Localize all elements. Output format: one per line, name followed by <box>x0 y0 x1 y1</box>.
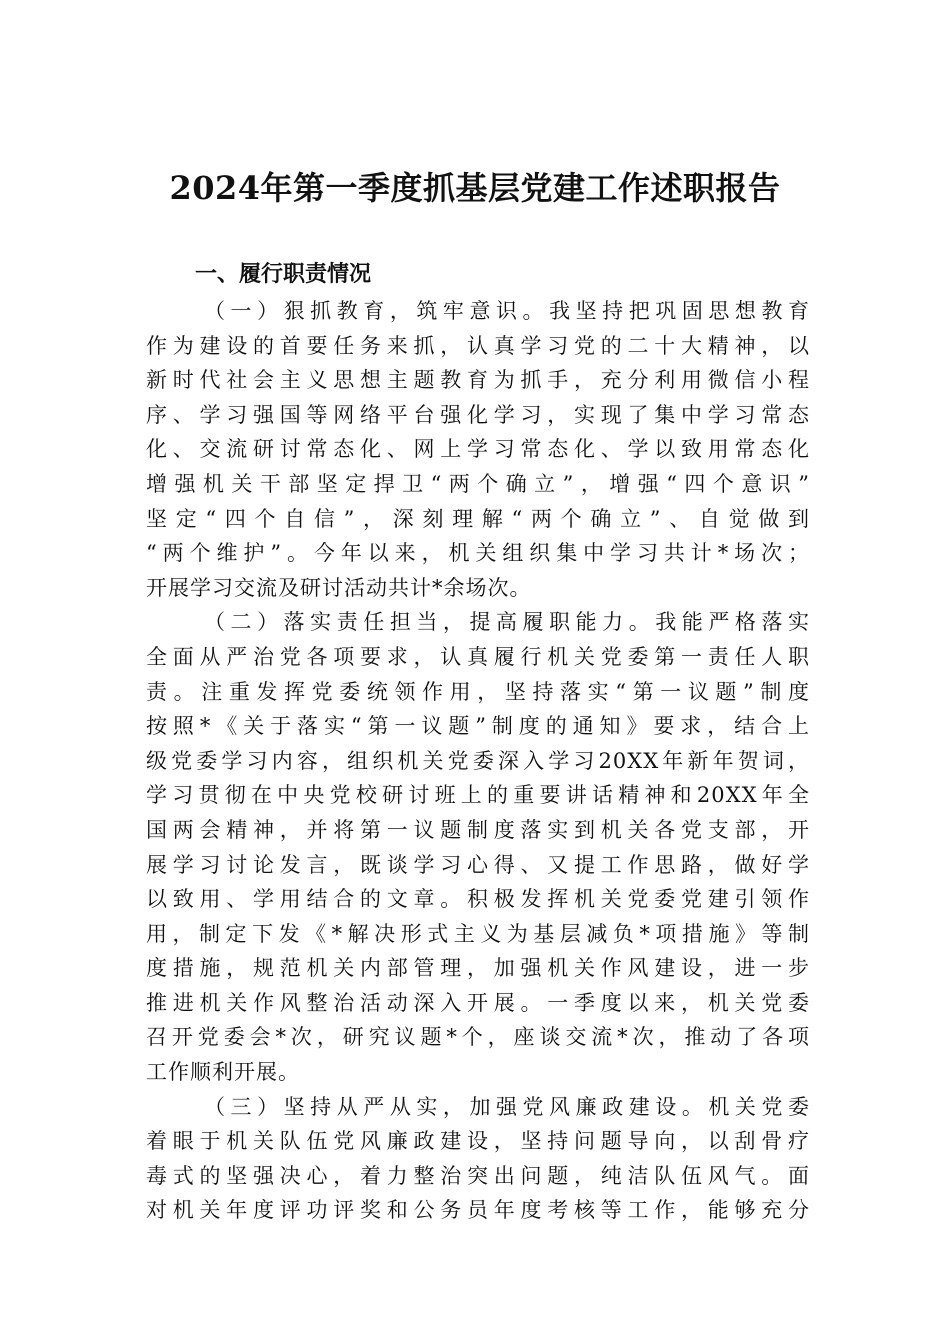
paragraph-2 <box>146 605 810 1089</box>
body-text <box>146 294 810 1228</box>
paragraph-line: 开展学习交流及研讨活动共计*余场次。 <box>146 575 532 600</box>
paragraph-line: 学习贯彻在中央党校研讨班上的重要讲话精神和20XX年全 <box>146 783 810 808</box>
paragraph-line: 用，制定下发《*解决形式主义为基层减负*项措施》等制 <box>146 921 810 946</box>
paragraph-line: 国两会精神，并将第一议题制度落实到机关各党支部，开 <box>146 817 810 842</box>
paragraph-line: 增强机关干部坚定捍卫“两个确立”，增强“四个意识” <box>146 471 810 496</box>
paragraph-line: 以致用、学用结合的文章。积极发挥机关党委党建引领作 <box>146 887 810 912</box>
paragraph-line: （二）落实责任担当，提高履职能力。我能严格落实 <box>204 610 810 635</box>
paragraph-line: 对机关年度评功评奖和公务员年度考核等工作，能够充分 <box>146 1198 810 1223</box>
document-title: 2024年第一季度抓基层党建工作述职报告 <box>169 169 781 207</box>
paragraph-line: 全面从严治党各项要求，认真履行机关党委第一责任人职 <box>146 644 810 669</box>
paragraph-line: 工作顺利开展。 <box>146 1060 300 1085</box>
paragraph-line: （一）狠抓教育，筑牢意识。我坚持把巩固思想教育 <box>204 299 810 323</box>
paragraph-line: 着眼于机关队伍党风廉政建设，坚持问题导向，以刮骨疗 <box>146 1129 810 1154</box>
paragraph-line: 展学习讨论发言，既谈学习心得、又提工作思路，做好学 <box>146 852 810 877</box>
paragraph-line: 级党委学习内容，组织机关党委深入学习20XX年新年贺词， <box>146 748 810 773</box>
paragraph-line: 序、学习强国等网络平台强化学习，实现了集中学习常态 <box>146 402 810 427</box>
paragraph-line: 召开党委会*次，研究议题*个，座谈交流*次，推动了各项 <box>146 1025 810 1050</box>
paragraph-3 <box>146 1090 810 1228</box>
paragraph-line: 度措施，规范机关内部管理，加强机关作风建设，进一步 <box>146 956 810 981</box>
paragraph-line: 毒式的坚强决心，着力整治突出问题，纯洁队伍风气。面 <box>146 1163 810 1188</box>
paragraph-line: （三）坚持从严从实，加强党风廉政建设。机关党委 <box>204 1094 810 1119</box>
paragraph-1 <box>146 294 810 605</box>
paragraph-line: 推进机关作风整治活动深入开展。一季度以来，机关党委 <box>146 990 810 1015</box>
paragraph-line: 按照*《关于落实“第一议题”制度的通知》要求，结合上 <box>146 714 810 739</box>
paragraph-line: 责。注重发挥党委统领作用，坚持落实“第一议题”制度 <box>146 679 810 704</box>
paragraph-line: 新时代社会主义思想主题教育为抓手，充分利用微信小程 <box>146 368 810 393</box>
section-heading: 一、履行职责情况 <box>195 262 372 287</box>
paragraph-line: “两个维护”。今年以来，机关组织集中学习共计*场次； <box>146 541 810 566</box>
paragraph-line: 作为建设的首要任务来抓，认真学习党的二十大精神，以 <box>146 333 810 358</box>
paragraph-line: 坚定“四个自信”，深刻理解“两个确立”、自觉做到 <box>146 506 810 531</box>
paragraph-line: 化、交流研讨常态化、网上学习常态化、学以致用常态化 <box>146 437 810 462</box>
